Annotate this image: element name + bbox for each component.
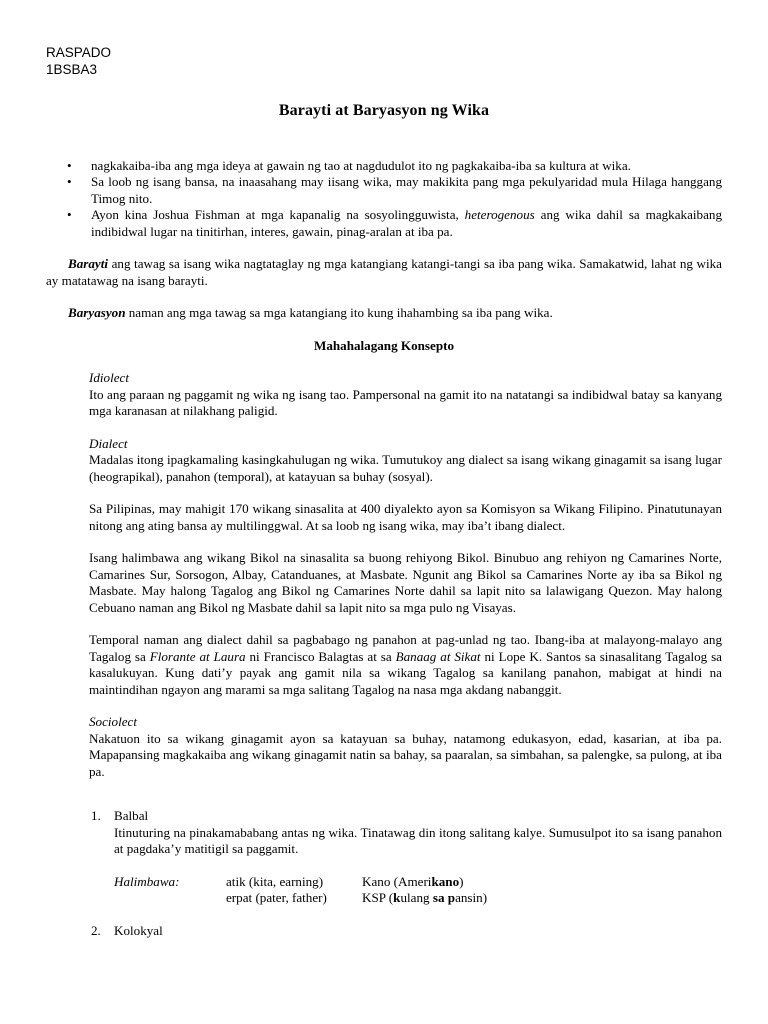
- document-title: Barayti at Baryasyon ng Wika: [278, 102, 490, 119]
- example-bold: sa: [432, 890, 445, 905]
- dialect-term: Dialect: [89, 435, 128, 451]
- author-section: 1BSBA3: [46, 62, 98, 77]
- bullet-text: Sa loob ng isang bansa, na inaasahang may iisang wika, may makikita pang mga pekulyaridad mula Hilaga hanggang Timog nito.: [91, 174, 722, 206]
- examples-block: [114, 874, 722, 907]
- sociolect-section: [46, 714, 722, 780]
- bullet-text: Ayon kina Joshua Fishman at mga kapanalig na sosyolingguwista,: [91, 207, 465, 222]
- bullet-icon: •: [67, 157, 72, 173]
- header: [46, 44, 722, 78]
- barayti-term: Barayti: [68, 256, 109, 271]
- example-word: [362, 874, 464, 891]
- idiolect-section: [46, 370, 722, 420]
- list-item-balbal: [46, 808, 722, 907]
- dialect-paragraph-4: [89, 632, 722, 698]
- bullet-item: [46, 207, 722, 240]
- book-title-banaag: Banaag at Sikat: [395, 648, 481, 664]
- dialect-p4-text: Temporal naman ang dialect dahil sa pagbabago ng panahon at pag-unlad ng tao. Ibang-iba at malayong-malayo ang Tagalog sa: [89, 632, 722, 664]
- bullet-text: nagkakaiba-iba ang mga ideya at gawain ng tao at nagdudulot ito ng pagkakaiba-iba sa kultura at wika.: [91, 157, 631, 173]
- idiolect-text: Ito ang paraan ng paggamit ng wika ng isang tao. Pampersonal na gamit ito na natatangi sa indibidwal batay sa kanyang mga karanasan at nilakhang paligid.: [89, 386, 722, 418]
- bullet-icon: •: [67, 207, 72, 222]
- bullet-italic-term: heterogenous: [464, 207, 535, 222]
- example-word: atik (kita, earning): [226, 873, 324, 889]
- example-text: ): [459, 873, 464, 889]
- list-number: 2.: [91, 922, 101, 938]
- list-item-title: Kolokyal: [114, 922, 163, 938]
- example-bold: k: [393, 890, 401, 905]
- example-bold: p: [447, 890, 456, 905]
- example-row: [114, 874, 722, 891]
- example-text: ulang: [400, 890, 433, 905]
- list-item-title: Balbal: [114, 808, 149, 823]
- section-heading: Mahahalagang Konsepto: [313, 337, 455, 353]
- example-text: ansin): [455, 890, 488, 905]
- example-label: Halimbawa:: [114, 873, 180, 889]
- bullet-item: [46, 158, 722, 175]
- example-word: [362, 890, 487, 907]
- dialect-p4-text: ni Lope K. Santos sa sinasalitang Tagalog sa kasalukuyan. Kung dati’y payak ang gamit nila sa wikang Tagalog sa kanilang panahon, mabigat at hindi na maintindihan ngayon ang marami sa mga salitang Tagalog na nasa mga akdang nabanggit.: [89, 648, 722, 697]
- example-text: KSP (: [362, 890, 394, 905]
- idiolect-term: Idiolect: [89, 370, 129, 385]
- dialect-p4-text: ni Francisco Balagtas at sa: [245, 648, 396, 664]
- bullet-list: [46, 158, 722, 241]
- list-item-text: Itinuturing na pinakamababang antas ng wika. Tinatawag din itong salitang kalye. Sumusulpot ito sa isang panahon at pagdaka’y matitigil sa paggamit.: [114, 824, 722, 856]
- sociolect-term: Sociolect: [89, 714, 137, 729]
- numbered-list: [46, 808, 722, 939]
- barayti-paragraph: [46, 256, 722, 289]
- example-label-spacer: [114, 890, 226, 907]
- example-word: erpat (pater, father): [226, 890, 327, 905]
- document-page: [46, 44, 722, 939]
- dialect-section: [46, 436, 722, 699]
- bullet-icon: •: [67, 174, 72, 189]
- list-number: 1.: [91, 808, 101, 823]
- dialect-paragraph-3: Isang halimbawa ang wikang Bikol na sinasalita sa buong rehiyong Bikol. Binubuo ang rehiyon ng Camarines Norte, Camarines Sur, Sorsogon, Albay, Catanduanes, at Masbate. Ngunit ang Bikol sa Camarines Norte ay iba sa Bikol ng Masbate. May halong Tagalog ang Bikol ng Camarines Norte dahil sa lapit nito sa lalawigang Quezon. May halong Cebuano naman ang Bikol ng Masbate dahil sa lapit nito sa mga pulo ng Visayas.: [89, 550, 722, 615]
- dialect-paragraph-1: Madalas itong ipagkamaling kasingkahulugan ng wika. Tumutukoy ang dialect sa isang wikang ginagamit sa isang lugar (heograpikal), panahon (temporal), at katayuan sa buhay (sosyal).: [89, 452, 722, 484]
- list-item-kolokyal: [46, 923, 722, 940]
- dialect-paragraph-2: Sa Pilipinas, may mahigit 170 wikang sinasalita at 400 diyalekto ayon sa Komisyon sa Wikang Filipino. Pinatutunayan nitong ang ating bansa ay multilinggwal. At sa loob ng isang wika, may iba’t ibang dialect.: [89, 501, 722, 533]
- author-name: RASPADO: [46, 45, 112, 60]
- baryasyon-term: Baryasyon: [68, 305, 126, 320]
- bullet-text: ang wika dahil sa magkakaibang indibidwal lugar na tinitirhan, interes, gawain, pinag-aralan at iba pa.: [91, 207, 722, 239]
- bullet-item: [46, 174, 722, 207]
- baryasyon-paragraph: [46, 305, 722, 322]
- sociolect-text: Nakatuon ito sa wikang ginagamit ayon sa katayuan sa buhay, natamong edukasyon, edad, kasarian, at iba pa. Mapapansing magkakaiba ang wikang ginagamit natin sa bahay, sa paaralan, sa simbahan, sa palengke, sa pulong, at iba pa.: [89, 730, 722, 779]
- example-text: Kano (Ameri: [362, 873, 432, 889]
- example-row: [114, 890, 722, 907]
- book-title-florante: Florante at Laura: [149, 648, 246, 664]
- example-bold: kano: [431, 873, 460, 889]
- barayti-text: ang tawag sa isang wika nagtataglay ng mga katangiang katangi-tangi sa iba pang wika. Samakatwid, lahat ng wika ay matatawag na isang barayti.: [46, 256, 722, 288]
- baryasyon-text: naman ang mga tawag sa mga katangiang ito kung ihahambing sa iba pang wika.: [125, 305, 553, 320]
